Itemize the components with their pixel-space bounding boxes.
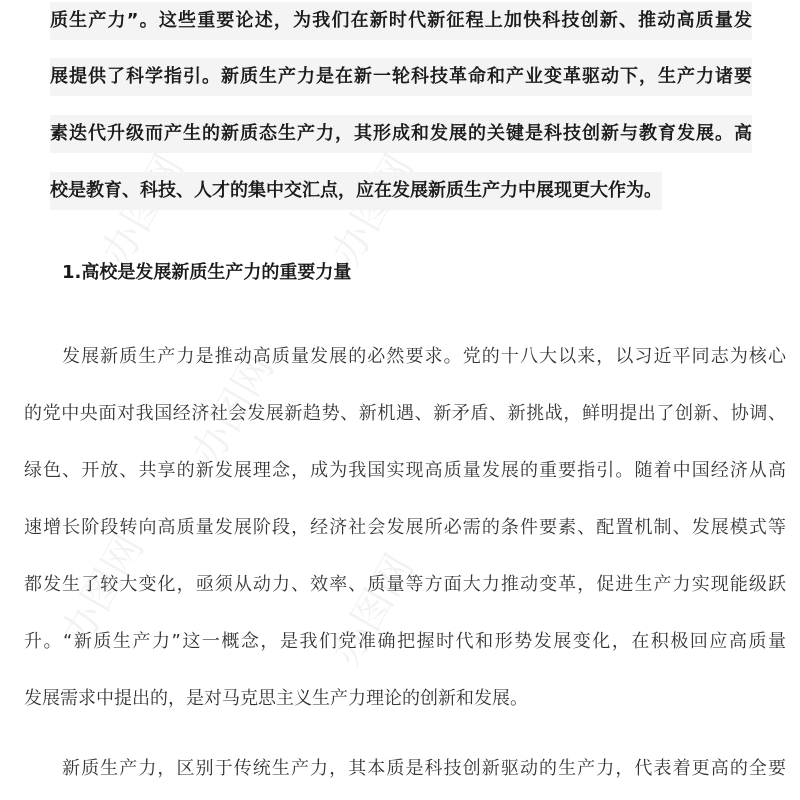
paragraph-line: 绿色、开放、共享的新发展理念，成为我国实现高质量发展的重要指引。随着中国经济从高 [24,460,786,481]
intro-line: 校是教育、科技、人才的集中交汇点，应在发展新质生产力中展现更大作为。 [50,172,662,210]
intro-line: 素迭代升级而产生的新质态生产力，其形成和发展的关键是科技创新与教育发展。高 [50,115,752,153]
intro-line: 展提供了科学指引。新质生产力是在新一轮科技革命和产业变革驱动下，生产力诸要 [50,58,752,96]
intro-line: 质生产力”。这些重要论述，为我们在新时代新征程上加快科技创新、推动高质量发 [50,2,752,40]
paragraph-line: 都发生了较大变化，亟须从动力、效率、质量等方面大力推动变革，促进生产力实现能级跃 [24,574,786,595]
paragraph-line: 新质生产力，区别于传统生产力，其本质是科技创新驱动的生产力，代表着更高的全要 [62,758,786,779]
watermark-text: 办图网 [323,546,423,674]
paragraph-line: 速增长阶段转向高质量发展阶段，经济社会发展所必需的条件要素、配置机制、发展模式等 [24,517,786,538]
section-heading: 1.高校是发展新质生产力的重要力量 [62,262,352,283]
paragraph-line: 的党中央面对我国经济社会发展新趋势、新机遇、新矛盾、新挑战，鲜明提出了创新、协调、 [24,403,786,424]
paragraph-line: 发展新质生产力是推动高质量发展的必然要求。党的十八大以来，以习近平同志为核心 [62,346,786,367]
watermark-text: 办图网 [323,146,423,274]
paragraph-line: 发展需求中提出的，是对马克思主义生产力理论的创新和发展。 [24,688,528,709]
watermark-text: 办图网 [53,526,153,654]
paragraph-line: 升。“新质生产力”这一概念，是我们党准确把握时代和形势发展变化，在积极回应高质量 [24,631,786,652]
watermark-text: 办图网 [183,346,283,474]
watermark-text: 办图网 [93,146,193,274]
